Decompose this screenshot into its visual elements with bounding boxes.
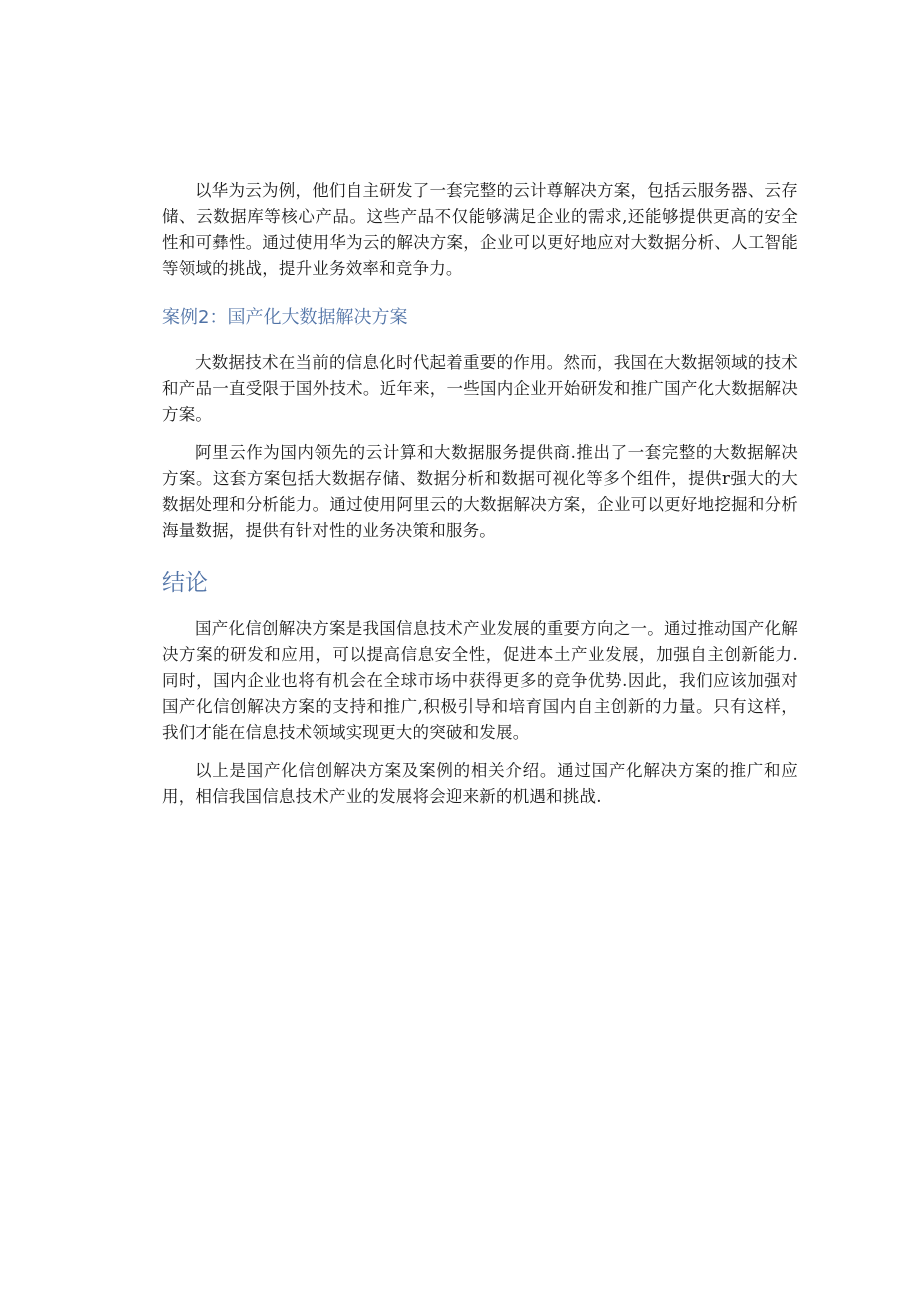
conclusion-paragraph-2: 以上是国产化信创解决方案及案例的相关介绍。通过国产化解决方案的推广和应用，相信我国信息技术产业的发展将会迎来新的机遇和挑战. — [162, 761, 798, 806]
case2-heading: 案例2：国产化大数据解决方案 — [162, 307, 408, 328]
conclusion-heading: 结论 — [162, 570, 208, 596]
document-page — [162, 178, 798, 822]
intro-paragraph: 以华为云为例，他们自主研发了一套完整的云计尊解决方案，包括云服务器、云存储、云数据库等核心产品。这些产品不仅能够满足企业的需求,还能够提供更高的安全性和可彝性。通过使用华为云的解决方案，企业可以更好地应对大数据分析、人工智能等领域的挑战，提升业务效率和竞争力。 — [162, 181, 798, 278]
case2-paragraph-1: 大数据技术在当前的信息化时代起着重要的作用。然而，我国在大数据领域的技术和产品一直受限于国外技术。近年来，一些国内企业开始研发和推广国产化大数据解决方案。 — [162, 353, 798, 424]
case2-paragraph-2: 阿里云作为国内领先的云计算和大数据服务提供商.推出了一套完整的大数据解决方案。这套方案包括大数据存储、数据分析和数据可视化等多个组件，提供r强大的大数据处理和分析能力。通过使用阿里云的大数据解决方案，企业可以更好地挖掘和分析海量数据，提供有针对性的业务决策和服务。 — [162, 443, 798, 540]
conclusion-paragraph-1: 国产化信创解决方案是我国信息技术产业发展的重要方向之一。通过推动国产化解决方案的研发和应用，可以提高信息安全性，促进本土产业发展，加强自主创新能力.同时，国内企业也将有机会在全球市场中获得更多的竞争优势.因此，我们应该加强对国产化信创解决方案的支持和推广,积极引导和培育国内自主创新的力量。只有这样，我们才能在信息技术领域实现更大的突破和发展。 — [162, 619, 798, 742]
